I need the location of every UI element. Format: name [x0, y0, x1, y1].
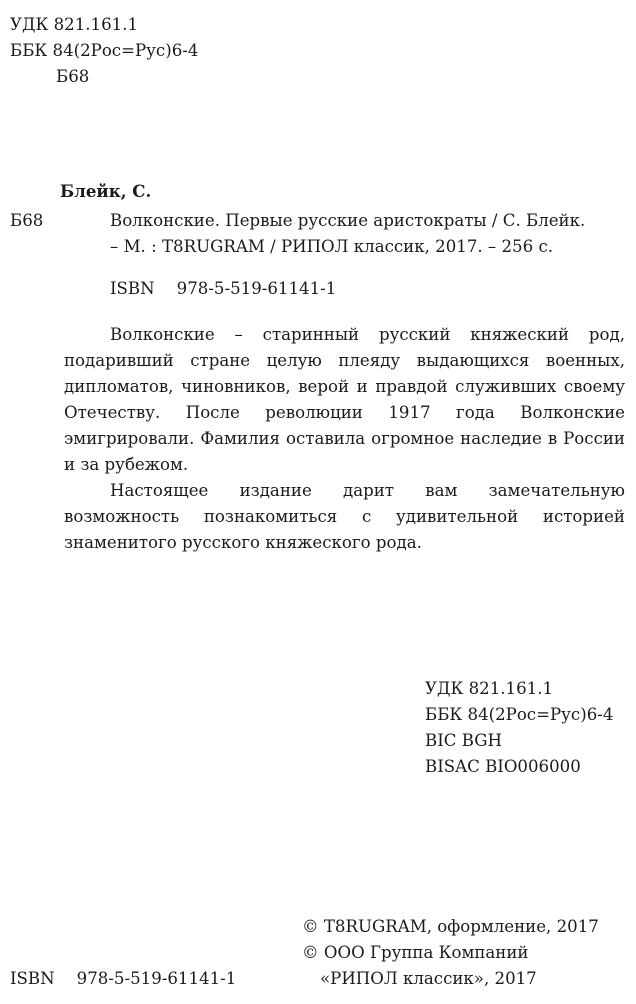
top-classification-codes [10, 12, 198, 64]
entry-isbn-label: ISBN [110, 279, 155, 298]
entry-isbn-number: 978-5-519-61141-1 [176, 279, 337, 298]
udk-code: УДК 821.161.1 [425, 679, 554, 698]
top-author-cutter: Б68 [56, 67, 90, 86]
copyright-publisher-line1: © ООО Группа Компаний [302, 943, 529, 962]
title-statement: Волконские. Первые русские аристократы / С. Блейк. [110, 211, 586, 230]
footer-isbn [10, 966, 236, 992]
top-bbk-code: ББК 84(2Рос=Рус)6-4 [10, 41, 199, 60]
entry-author-cutter: Б68 [10, 211, 44, 230]
footer-isbn-label: ISBN [10, 969, 55, 988]
entry-isbn [110, 276, 336, 302]
footer-isbn-number: 978-5-519-61141-1 [76, 969, 237, 988]
author-heading: Блейк, С. [60, 181, 152, 201]
publication-statement: – М. : T8RUGRAM / РИПОЛ классик, 2017. – 256 с. [110, 237, 554, 256]
bisac-code: BISAC BIO006000 [425, 757, 581, 776]
classification-block [425, 676, 613, 780]
bic-code: BIC BGH [425, 731, 502, 750]
copyright-design: © T8RUGRAM, оформление, 2017 [302, 917, 599, 936]
copyright-publisher-line2: «РИПОЛ классик», 2017 [320, 969, 537, 988]
annotation-paragraph-1: Волконские – старинный русский княжеский род, подаривший стране целую плеяду выдающихся военных, дипломатов, чиновников, верой и правдой служивших своему Отечеству. После революции 1917 года Волконские эмигрировали. Фамилия оставила огромное наследие в России и за рубежом. [64, 325, 625, 474]
bbk-code: ББК 84(2Рос=Рус)6-4 [425, 705, 614, 724]
annotation-paragraph-2: Настоящее издание дарит вам замечательную возможность познакомиться с удивительной историей знаменитого русского княжеского рода. [64, 481, 625, 552]
top-udk-code: УДК 821.161.1 [10, 15, 139, 34]
